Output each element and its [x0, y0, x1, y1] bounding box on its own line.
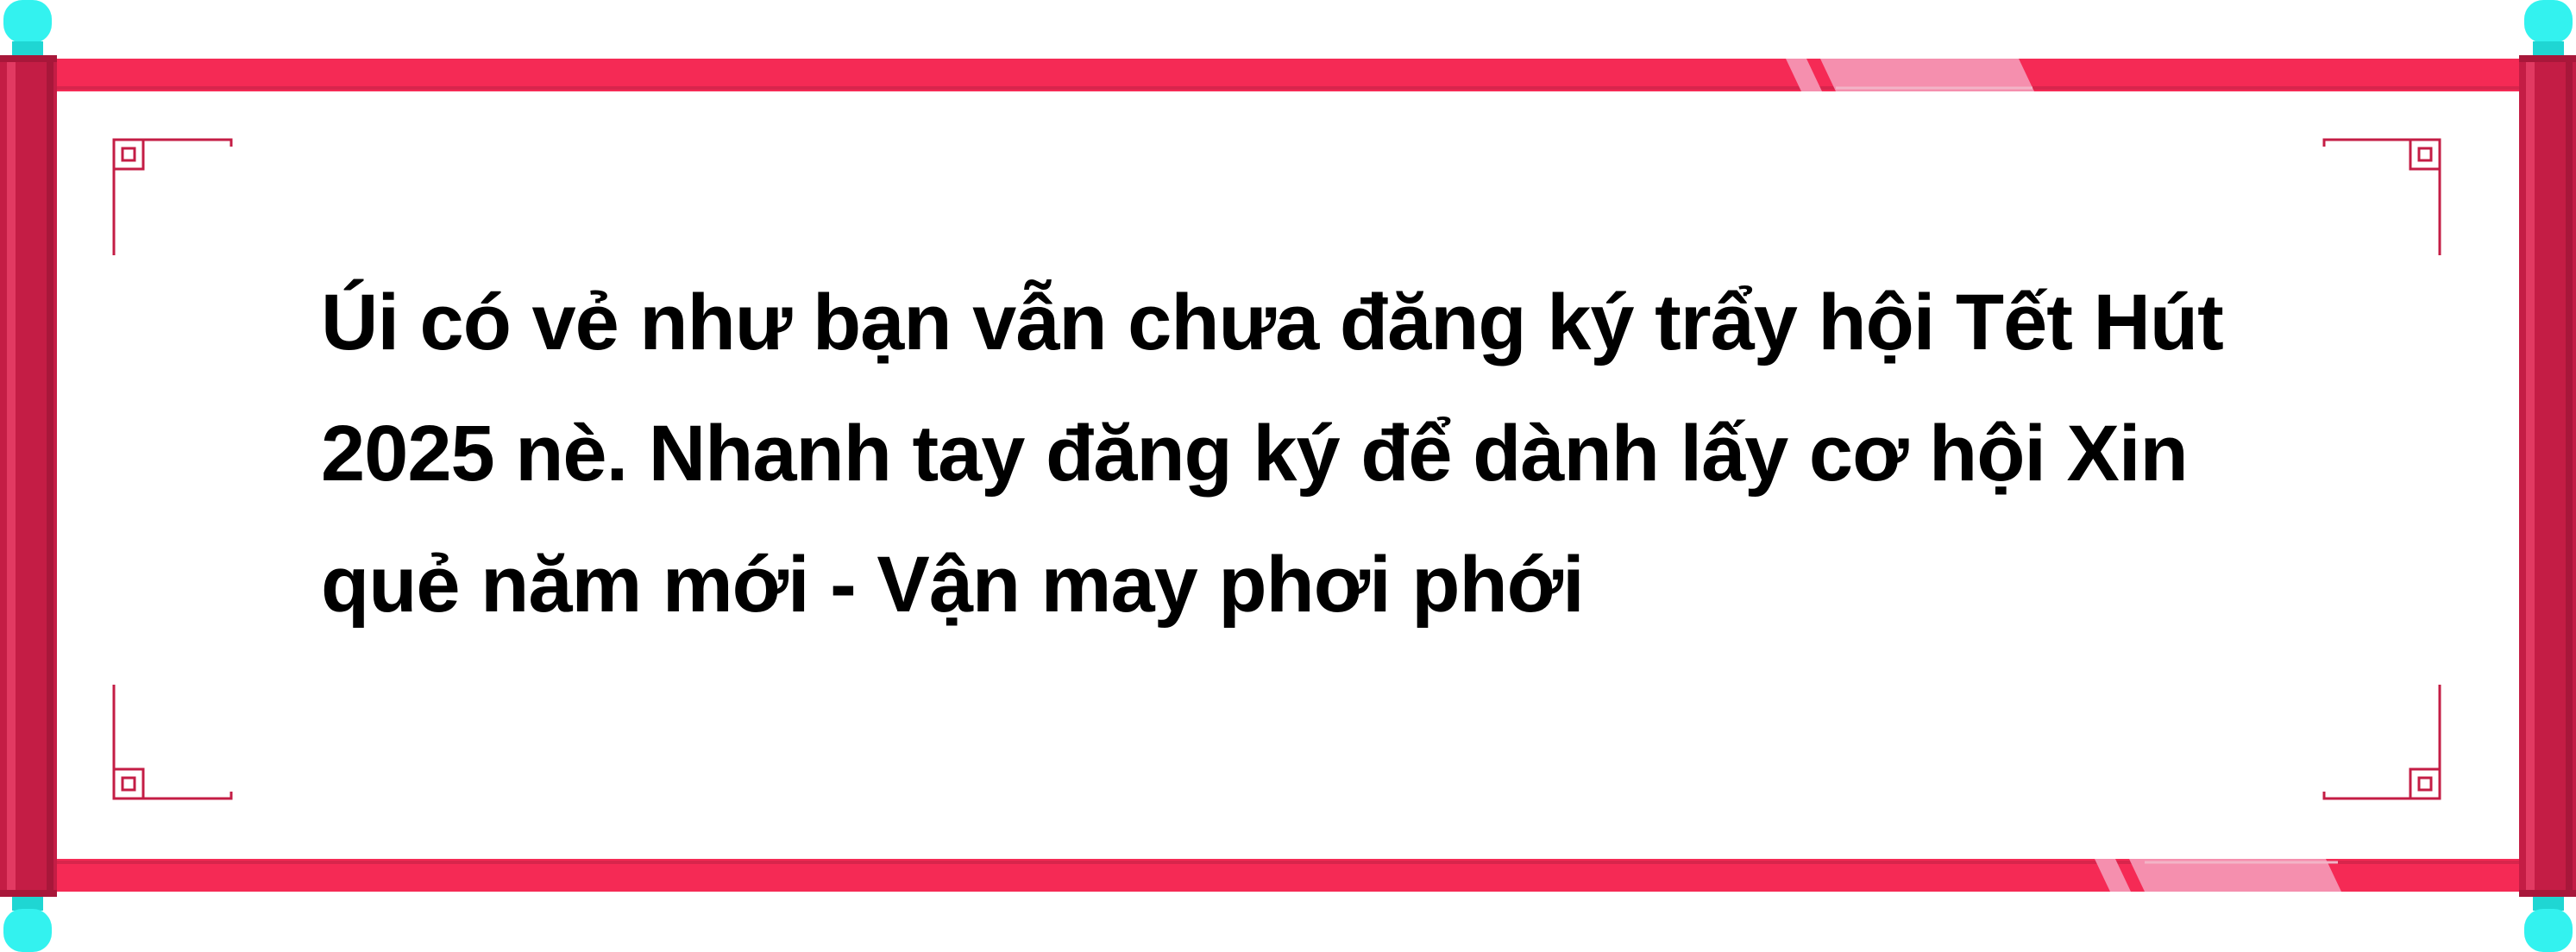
corner-ornament-icon [114, 140, 231, 255]
corner-ornament-icon [2324, 685, 2440, 799]
roller-knob-icon [3, 0, 52, 55]
right-roller [2519, 55, 2576, 897]
roller-knob-icon [2524, 897, 2573, 952]
corner-ornament-icon [2324, 140, 2440, 255]
left-roller [0, 55, 57, 897]
top-frame-band-inner-line [52, 86, 2524, 90]
corner-ornament-icon [114, 685, 231, 799]
registration-reminder-message: Úi có vẻ như bạn vẫn chưa đăng ký trẩy hội Tết Hút 2025 nè. Nhanh tay đăng ký để dành lấy cơ hội Xin quẻ năm mới - Vận may phơi phới [321, 279, 2223, 629]
roller-knob-icon [2524, 0, 2573, 55]
roller-knob-icon [3, 897, 52, 952]
